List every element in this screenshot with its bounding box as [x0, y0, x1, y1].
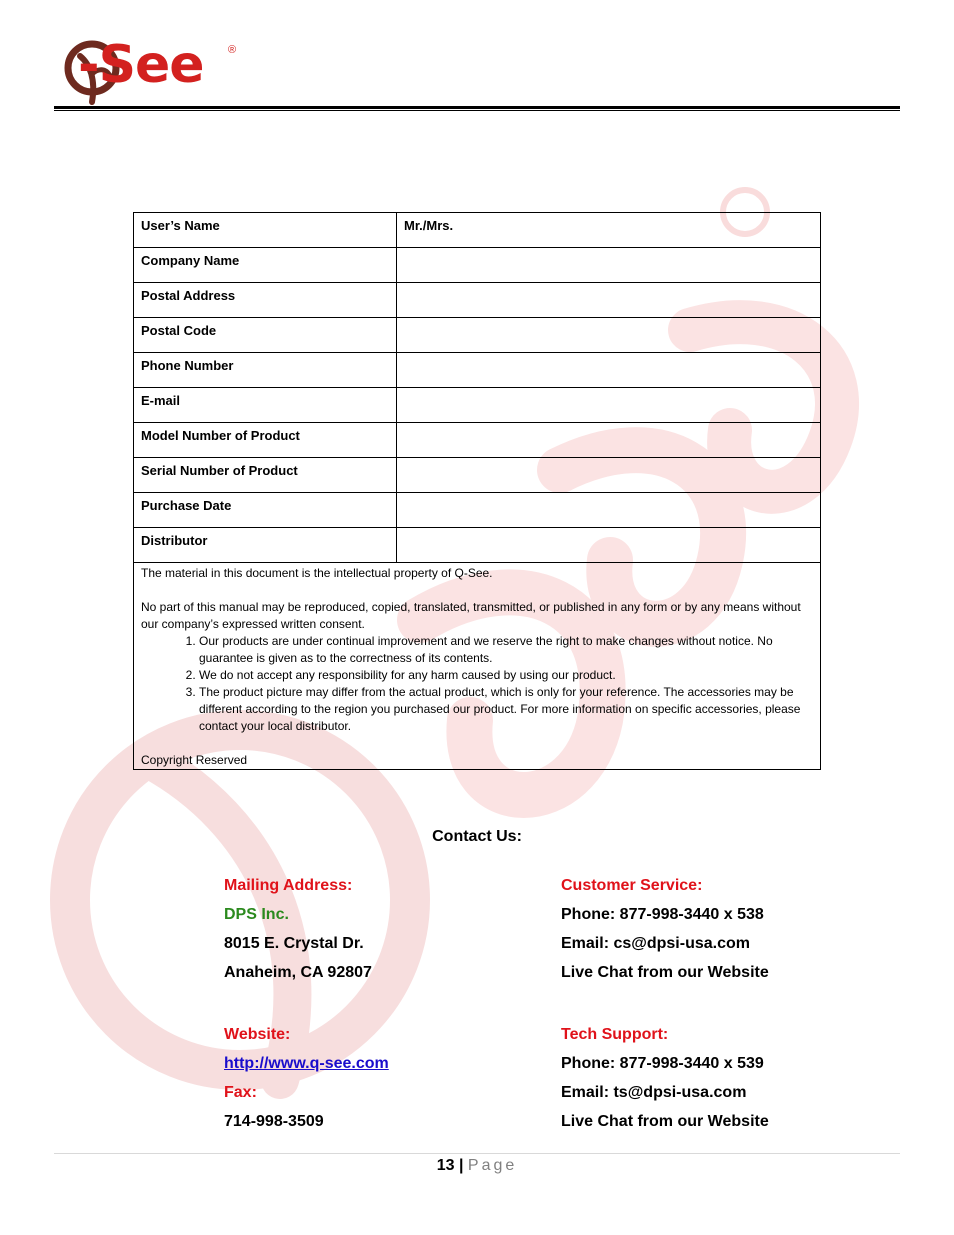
form-row — [134, 353, 821, 388]
registered-mark: ® — [228, 44, 237, 56]
form-field-label: Distributor — [134, 528, 397, 563]
contact-title: Contact Us: — [432, 828, 522, 845]
copyright-notice: Copyright Reserved — [141, 753, 248, 767]
header-rule-thin — [54, 110, 900, 111]
form-field-value[interactable] — [397, 388, 821, 423]
form-field-label: Phone Number — [134, 353, 397, 388]
fax-number: 714-998-3509 — [224, 1113, 324, 1130]
legal-item: 3. The product picture may differ from the actual product, which is only for your reference. The accessories may be different according to the region you purchased our product. For more information on specific accessories, please contact your local distributor. — [199, 684, 813, 735]
form-field-value[interactable] — [397, 423, 821, 458]
form-field-value[interactable] — [397, 283, 821, 318]
tech-support-phone: Phone: 877-998-3440 x 539 — [561, 1055, 764, 1072]
form-row — [134, 458, 821, 493]
brand-wordmark: -See — [78, 35, 204, 95]
form-field-value[interactable] — [397, 353, 821, 388]
form-row — [134, 493, 821, 528]
form-field-value[interactable]: Mr./Mrs. — [397, 213, 821, 248]
page-label: Page — [467, 1157, 518, 1174]
legal-notice — [134, 563, 821, 770]
legal-item: 2. We do not accept any responsibility for any harm caused by using our product. — [199, 667, 813, 684]
form-row — [134, 248, 821, 283]
form-row — [134, 528, 821, 563]
form-field-value[interactable] — [397, 458, 821, 493]
form-row — [134, 213, 821, 248]
form-field-value[interactable] — [397, 248, 821, 283]
page-number: 13 — [436, 1157, 455, 1174]
customer-service-email: Email: cs@dpsi-usa.com — [561, 935, 750, 952]
tech-support-email: Email: ts@dpsi-usa.com — [561, 1084, 747, 1101]
customer-service-heading: Customer Service: — [561, 877, 703, 894]
form-field-label: Purchase Date — [134, 493, 397, 528]
legal-item: 1. Our products are under continual improvement and we reserve the right to make changes without notice. No guarantee is given as to the correctness of its contents. — [199, 633, 813, 667]
legal-paragraph: No part of this manual may be reproduced, copied, translated, transmitted, or published in any form or by any means without our company’s expressed written consent. — [141, 600, 801, 631]
form-field-value[interactable] — [397, 528, 821, 563]
form-row — [134, 388, 821, 423]
tech-support-heading: Tech Support: — [561, 1026, 669, 1043]
contact-right-column — [561, 871, 769, 1136]
customer-service-phone: Phone: 877-998-3440 x 538 — [561, 906, 764, 923]
contact-left-column — [224, 871, 389, 1136]
form-field-label: E-mail — [134, 388, 397, 423]
legal-intro: The material in this document is the intellectual property of Q-See. — [141, 566, 493, 580]
fax-heading: Fax: — [224, 1084, 257, 1101]
form-row — [134, 423, 821, 458]
page-footer — [0, 1157, 954, 1175]
form-field-label: Model Number of Product — [134, 423, 397, 458]
customer-service-chat: Live Chat from our Website — [561, 964, 769, 981]
legal-list — [141, 633, 813, 735]
form-row — [134, 283, 821, 318]
form-field-label: Company Name — [134, 248, 397, 283]
tech-support-chat: Live Chat from our Website — [561, 1113, 769, 1130]
registration-form — [133, 212, 821, 770]
form-field-label: User’s Name — [134, 213, 397, 248]
form-field-label: Postal Address — [134, 283, 397, 318]
header-rule — [54, 106, 900, 109]
footer-rule — [54, 1153, 900, 1154]
form-field-value[interactable] — [397, 318, 821, 353]
legal-row — [134, 563, 821, 770]
website-heading: Website: — [224, 1026, 291, 1043]
website-link[interactable]: http://www.q-see.com — [224, 1055, 389, 1072]
page-separator: | — [458, 1157, 464, 1174]
form-field-label: Serial Number of Product — [134, 458, 397, 493]
mailing-city: Anaheim, CA 92807 — [224, 964, 372, 981]
mailing-street: 8015 E. Crystal Dr. — [224, 935, 364, 952]
mailing-heading: Mailing Address: — [224, 877, 353, 894]
form-row — [134, 318, 821, 353]
form-field-label: Postal Code — [134, 318, 397, 353]
mailing-company: DPS Inc. — [224, 906, 289, 923]
form-field-value[interactable] — [397, 493, 821, 528]
